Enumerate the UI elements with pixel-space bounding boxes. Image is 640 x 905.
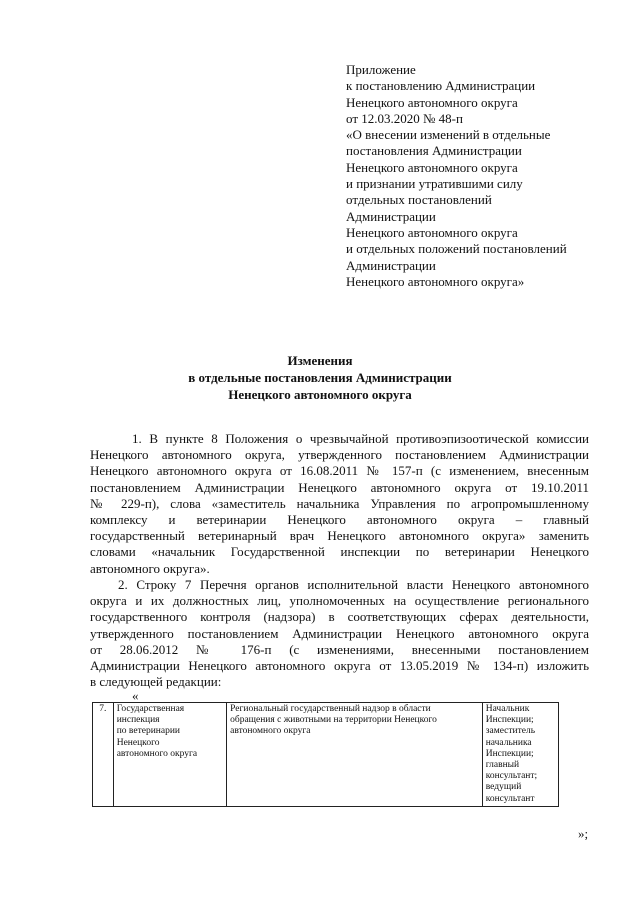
cell-line: главный [485,760,520,771]
appendix-line: отдельных постановлений [346,192,492,208]
appendix-line: Ненецкого автономного округа [346,224,518,240]
paragraph-2 [90,577,589,690]
cell-line: Ненецкого [116,737,160,748]
appendix-line: Приложение [346,62,416,77]
paragraph-1 [90,431,589,577]
closing-quote: »; [578,826,589,841]
cell-line: консультант [485,793,535,804]
cell-line: Инспекции; [485,715,534,726]
appendix-line: Ненецкого автономного округа» [346,273,525,289]
cell-line: начальника [485,737,532,748]
appendix-line: и признании утратившими силу [346,176,523,192]
cell-line: консультант; [485,771,538,782]
paragraph-line: в следующей редакции: [90,674,222,690]
paragraph-line: Администрации Ненецкого автономного округа от 13.05.2019 № 134-п) изложить [90,657,589,673]
paragraph-line: комплексу и ветеринарии Ненецкого автономного округа – главный [90,511,589,527]
appendix-line: Администрации [346,208,436,224]
paragraph-line: автономного округа». [90,560,210,576]
appendix-line: Ненецкого автономного округа [346,94,518,110]
paragraph-line: словами «начальник Государственной инспекции по ветеринарии Ненецкого [90,544,589,560]
paragraph-line: округа и их должностных лиц, уполномоченных на осуществление регионального [90,593,589,609]
appendix-line: от 12.03.2020 № 48-п [346,110,463,126]
paragraph-line: утвержденного постановлением Администрации Ненецкого автономного округа [90,625,589,641]
cell-line: Региональный государственный надзор в области [230,704,431,714]
paragraph-line: № 229-п), слова «заместитель начальника Управления по агропромышленному [90,495,589,511]
cell-line: Начальник [485,704,530,714]
appendix-line: к постановлению Администрации [346,78,536,94]
paragraph-line: государственный ветеринарный врач Ненецкого автономного округа» заменить [90,528,589,544]
appendix-line: постановления Администрации [346,143,522,159]
cell-line: Инспекции; [485,748,534,759]
cell-line: обращения с животными на территории Ненецкого [230,715,437,726]
appendix-line: Ненецкого автономного округа [346,159,518,175]
paragraph-line: 2. Строку 7 Перечня органов исполнительной власти Ненецкого автономного [118,577,589,592]
cell-line: заместитель [485,726,536,737]
title-line: Изменения [287,353,353,368]
paragraph-line: 1. В пункте 8 Положения о чрезвычайной противоэпизоотической комиссии [132,431,589,446]
title-line: в отдельные постановления Администрации [188,370,452,385]
paragraph-line: постановлением Администрации Ненецкого автономного округа от 19.10.2011 [90,479,589,495]
opening-quote: « [132,688,139,703]
paragraph-line: Ненецкого автономного округа от 16.08.2011 № 157-п (с изменением, внесенным [90,463,589,479]
document-title [60,352,580,403]
row-number-cell: 7. [93,703,114,807]
supervision-cell [227,703,483,807]
title-line: Ненецкого автономного округа [228,387,412,402]
officials-cell [482,703,558,807]
cell-line: Государственная [116,704,185,714]
appendix-line: и отдельных положений постановлений [346,241,567,257]
cell-line: ведущий [485,782,522,793]
paragraph-line: Ненецкого автономного округа, утвержденного постановлением Администрации [90,447,589,463]
appendix-header [346,62,626,290]
cell-line: автономного округа [116,748,198,759]
appendix-line: Администрации [346,257,436,273]
perechen-row-table [92,702,559,807]
cell-line: инспекция [116,715,160,726]
organ-cell [113,703,226,807]
paragraph-line: государственного контроля (надзора) в соответствующих сферах деятельности, [90,609,589,625]
cell-line: по ветеринарии [116,726,180,737]
table-row [93,703,559,807]
appendix-line: «О внесении изменений в отдельные [346,127,551,143]
paragraph-line: от 28.06.2012 № 176-п (с изменениями, внесенными постановлением [90,641,589,657]
cell-line: автономного округа [230,726,311,737]
